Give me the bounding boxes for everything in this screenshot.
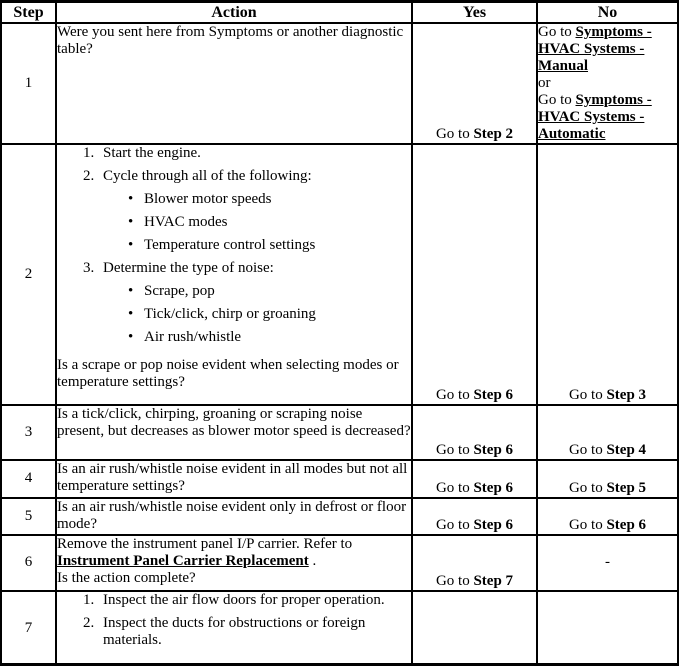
step-number: 4: [1, 460, 56, 498]
bullet-marker: •: [128, 282, 134, 299]
goto-text: Go to: [568, 516, 607, 533]
table-row-step-6: [1, 535, 678, 591]
table-row-step-4: [1, 460, 678, 498]
item-number: 1.: [83, 591, 95, 608]
goto-text: Go to: [435, 516, 474, 533]
item-number: 3.: [83, 259, 95, 276]
bullet-marker: •: [128, 190, 134, 207]
table-row-step-7: [1, 591, 678, 666]
numbered-item: [83, 168, 411, 185]
bullet-marker: •: [128, 328, 134, 345]
no-dash: -: [605, 554, 610, 570]
yes-cell: [412, 591, 537, 666]
item-text: Determine the type of noise:: [103, 259, 274, 276]
action-question: Is the action complete?: [57, 569, 196, 586]
action-question: Is an air rush/whistle noise evident only in defrost or floor mode?: [57, 498, 407, 532]
step-number: 7: [1, 591, 56, 666]
goto-text: Go to: [568, 386, 607, 403]
goto-step-target: Step 6: [473, 441, 514, 458]
goto-text: Go to: [435, 441, 474, 458]
link-symptoms-hvac-systems-manual[interactable]: Symptoms - HVAC Systems - Manual: [538, 23, 652, 74]
no-cell: [537, 144, 678, 405]
column-header-step: Step: [1, 2, 56, 23]
goto-step-target: Step 4: [606, 441, 647, 458]
yes-cell: [412, 535, 537, 591]
goto-step-target: Step 6: [473, 516, 514, 533]
link-instrument-panel-carrier-replacement[interactable]: Instrument Panel Carrier Replacement: [57, 552, 309, 569]
action-cell: [56, 535, 412, 591]
table-row-step-2: [1, 144, 678, 405]
item-number: 2.: [83, 167, 95, 184]
bullet-item: [128, 191, 411, 208]
no-option-1: [538, 24, 677, 75]
yes-cell: [412, 23, 537, 144]
item-text: Inspect the air flow doors for proper operation.: [103, 591, 385, 608]
step-number: 5: [1, 498, 56, 535]
goto-step-target: Step 6: [606, 516, 647, 533]
step-number: 3: [1, 405, 56, 460]
step-number: 6: [1, 535, 56, 591]
goto-step-target: Step 3: [606, 386, 647, 403]
action-cell: [56, 591, 412, 666]
goto-text: Go to: [568, 479, 607, 496]
or-text: or: [538, 74, 551, 91]
column-header-action: Action: [56, 2, 412, 23]
item-text: Tick/click, chirp or groaning: [144, 305, 316, 322]
item-text: Temperature control settings: [144, 236, 316, 253]
item-text: Scrape, pop: [144, 282, 215, 299]
bullet-item: [128, 214, 411, 231]
item-text: HVAC modes: [144, 213, 228, 230]
goto-text: Go to: [538, 23, 576, 40]
instruction-text: Remove the instrument panel I/P carrier. Refer to: [57, 535, 353, 552]
yes-cell: [412, 460, 537, 498]
action-cell: [56, 498, 412, 535]
table-row-step-1: [1, 23, 678, 144]
no-cell: [537, 460, 678, 498]
table-row-step-5: [1, 498, 678, 535]
action-cell: [56, 144, 412, 405]
goto-text: Go to: [435, 125, 474, 142]
goto-step-target: Step 6: [473, 479, 514, 496]
no-cell: [537, 535, 678, 591]
item-text: Inspect the ducts for obstructions or foreign materials.: [103, 614, 366, 648]
bullet-item: [128, 329, 411, 346]
item-text: Cycle through all of the following:: [103, 167, 312, 184]
column-header-no: No: [537, 2, 678, 23]
goto-step-target: Step 2: [473, 125, 514, 142]
item-number: 2.: [83, 614, 95, 631]
bullet-item: [128, 237, 411, 254]
action-cell: [56, 460, 412, 498]
action-question: Were you sent here from Symptoms or another diagnostic table?: [57, 23, 404, 57]
item-number: 1.: [83, 144, 95, 161]
link-symptoms-hvac-systems-automatic[interactable]: Symptoms - HVAC Systems - Automatic: [538, 91, 652, 142]
item-text: Air rush/whistle: [144, 328, 242, 345]
action-question: Is a scrape or pop noise evident when selecting modes or temperature settings?: [57, 356, 399, 390]
action-cell: [56, 23, 412, 144]
numbered-item: [83, 615, 411, 649]
item-text: Start the engine.: [103, 144, 201, 161]
yes-cell: [412, 405, 537, 460]
table-header-row: [1, 2, 678, 23]
numbered-item: [83, 260, 411, 277]
step-number: 1: [1, 23, 56, 144]
item-text: Blower motor speeds: [144, 190, 272, 207]
no-option-2: [538, 92, 677, 143]
goto-text: Go to: [538, 91, 576, 108]
goto-text: Go to: [435, 572, 474, 589]
instruction-text-period: .: [308, 552, 317, 569]
action-question: Is a tick/click, chirping, groaning or scraping noise present, but decreases as blower motor speed is decreased?: [57, 405, 411, 439]
numbered-item: [83, 592, 411, 609]
goto-step-target: Step 5: [606, 479, 647, 496]
goto-text: Go to: [435, 386, 474, 403]
bullet-marker: •: [128, 213, 134, 230]
step-number: 2: [1, 144, 56, 405]
table-row-step-3: [1, 405, 678, 460]
bullet-marker: •: [128, 236, 134, 253]
numbered-item: [83, 145, 411, 162]
bullet-item: [128, 283, 411, 300]
goto-step-target: Step 7: [473, 572, 514, 589]
no-cell: [537, 591, 678, 666]
action-question: Is an air rush/whistle noise evident in all modes but not all temperature settings?: [57, 460, 408, 494]
no-cell: [537, 498, 678, 535]
bullet-marker: •: [128, 305, 134, 322]
goto-step-target: Step 6: [473, 386, 514, 403]
action-instruction: [57, 536, 411, 570]
action-cell: [56, 405, 412, 460]
yes-cell: [412, 498, 537, 535]
no-cell: [537, 23, 678, 144]
bullet-item: [128, 306, 411, 323]
no-cell: [537, 405, 678, 460]
goto-text: Go to: [568, 441, 607, 458]
goto-text: Go to: [435, 479, 474, 496]
column-header-yes: Yes: [412, 2, 537, 23]
yes-cell: [412, 144, 537, 405]
